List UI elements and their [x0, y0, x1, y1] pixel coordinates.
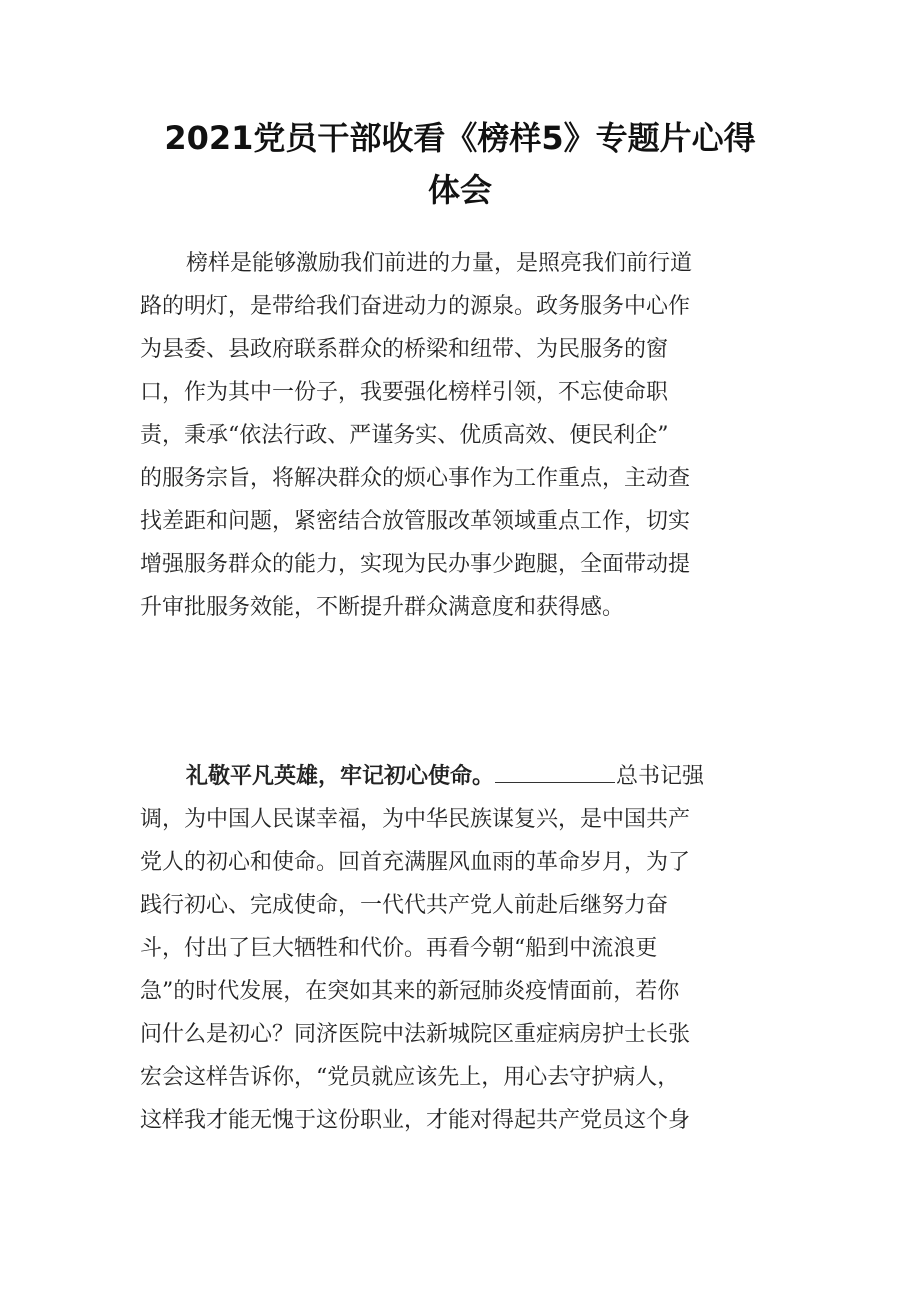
paragraph-line: 斗，付出了巨大牺牲和代价。再看今朝“船到中流浪更	[140, 936, 658, 961]
paragraph-line: 榜样是能够激励我们前进的力量，是照亮我们前行道	[186, 251, 693, 276]
document-title	[140, 112, 780, 216]
paragraph-line: 问什么是初心？同济医院中法新城院区重症病房护士长张	[140, 1022, 691, 1047]
paragraph-line: 调，为中国人民谋幸福，为中华民族谋复兴，是中国共产	[140, 807, 691, 832]
paragraph-line: 找差距和问题，紧密结合放管服改革领域重点工作，切实	[140, 509, 691, 534]
title-line-2: 体会	[427, 171, 492, 209]
paragraph-heroes	[140, 755, 780, 1142]
paragraph-first-line	[140, 755, 780, 798]
section-heading: 礼敬平凡英雄，牢记初心使命。	[186, 763, 495, 789]
paragraph-intro	[140, 242, 780, 629]
paragraph-line: 为县委、县政府联系群众的桥梁和纽带、为民服务的窗	[140, 337, 669, 362]
title-line-1: 2021党员干部收看《榜样5》专题片心得	[164, 119, 756, 157]
paragraph-line: 急”的时代发展，在突如其来的新冠肺炎疫情面前，若你	[140, 979, 680, 1004]
paragraph-line: 宏会这样告诉你，“党员就应该先上，用心去守护病人，	[140, 1065, 680, 1090]
paragraph-line: 升审批服务效能，不断提升群众满意度和获得感。	[140, 595, 625, 620]
paragraph-line: 路的明灯，是带给我们奋进动力的源泉。政务服务中心作	[140, 294, 691, 319]
heading-continuation: 总书记强	[616, 764, 705, 789]
paragraph-line: 这样我才能无愧于这份职业，才能对得起共产党员这个身	[140, 1108, 691, 1133]
paragraph-line: 践行初心、完成使命，一代代共产党人前赴后继努力奋	[140, 893, 669, 918]
paragraph-line: 的服务宗旨，将解决群众的烦心事作为工作重点，主动查	[140, 466, 691, 491]
fill-in-blank	[495, 756, 615, 783]
paragraph-line: 党人的初心和使命。回首充满腥风血雨的革命岁月，为了	[140, 850, 691, 875]
paragraph-line: 增强服务群众的能力，实现为民办事少跑腿，全面带动提	[140, 552, 691, 577]
paragraph-line: 口，作为其中一份子，我要强化榜样引领，不忘使命职	[140, 380, 669, 405]
paragraph-line: 责，秉承“依法行政、严谨务实、优质高效、便民利企”	[140, 423, 669, 448]
